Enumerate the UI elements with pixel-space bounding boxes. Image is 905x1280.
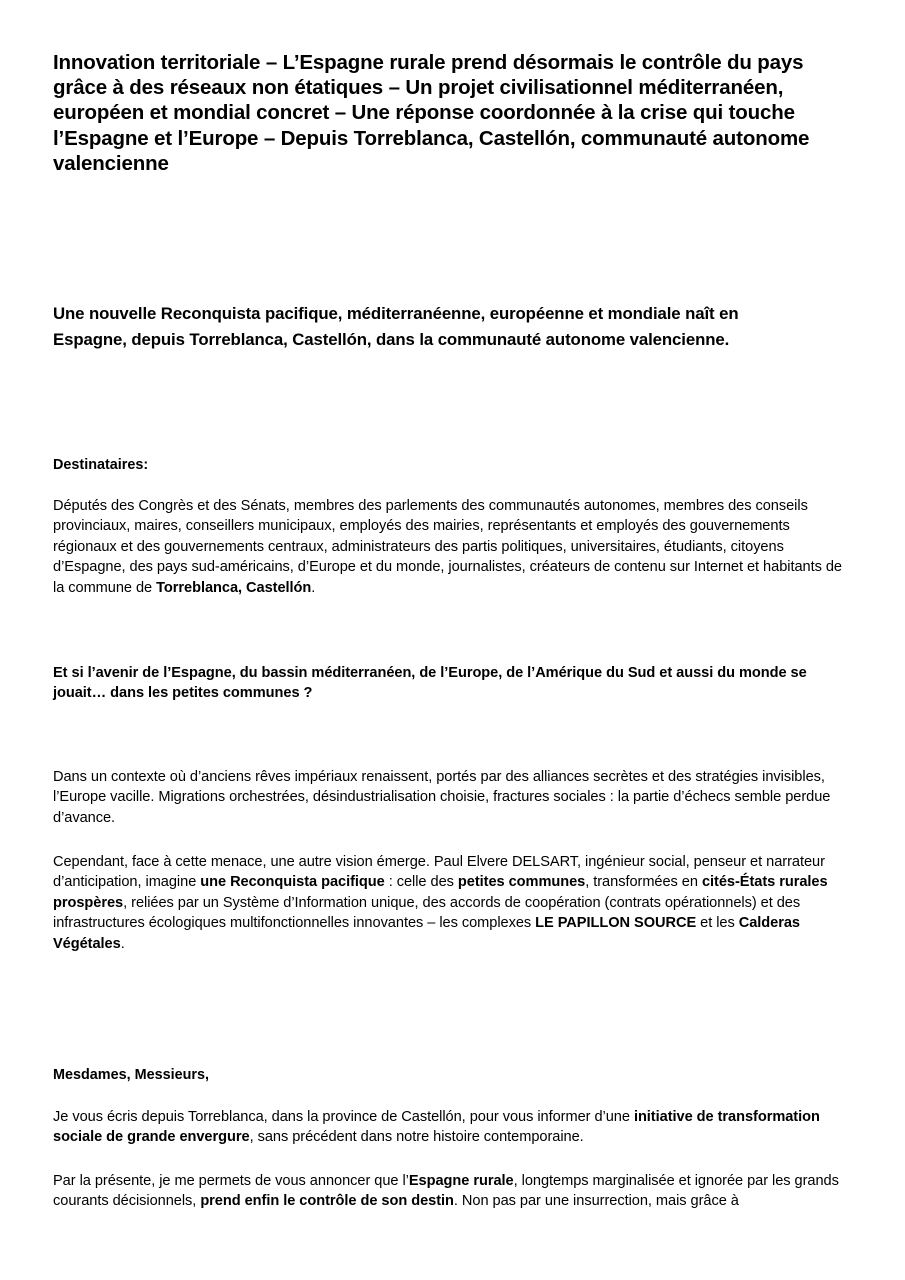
recipients-heading: Destinataires:: [53, 457, 149, 473]
announce-paragraph: [53, 1171, 853, 1212]
page-title: Innovation territoriale – L’Espagne rurale prend désormais le contrôle du pays grâce à des réseaux non étatiques – Un projet civilisationnel méditerranéen, européen et mondial concret – Une réponse coordonnée à la crise qui touche l’Espagne et l’Europe – Depuis Torreblanca, Castellón, communauté autonome valencienne: [53, 51, 810, 175]
question-paragraph: Et si l’avenir de l’Espagne, du bassin méditerranéen, de l’Europe, de l’Amérique du Sud et aussi du monde se jouait… dans les petites communes ?: [53, 665, 807, 702]
recipients-paragraph: [53, 496, 853, 598]
intro-seg-2: , sans précédent dans notre histoire contemporaine.: [249, 1129, 584, 1146]
vision-seg-5: et les: [696, 915, 739, 932]
vision-paragraph: [53, 852, 853, 954]
vision-bold-reconquista: une Reconquista pacifique: [200, 874, 385, 891]
vision-seg-4: , reliées par un Système d’Information unique, des accords de coopération (contrats opérationnels) et des infrastructures écologiques multifonctionnelles innovantes – les complexes: [53, 894, 801, 932]
announce-bold-controle-destin: prend enfin le contrôle de son destin: [200, 1193, 454, 1210]
vision-bold-communes: petites communes: [457, 874, 586, 891]
announce-seg-2: , longtemps marginalisée et ignorée par les grands courants décisionnels,: [53, 1173, 839, 1210]
vision-bold-calderas: Calderas Végétales: [53, 915, 801, 952]
recipients-text-tail: .: [311, 579, 316, 596]
intro-bold-initiative: initiative de transformation sociale de grande envergure: [53, 1109, 820, 1146]
announce-bold-espagne-rurale: Espagne rurale: [408, 1173, 514, 1189]
vision-seg-2: : celle des: [384, 874, 458, 891]
recipients-location: Torreblanca, Castellón: [156, 579, 312, 596]
intro-seg-1: Je vous écris depuis Torreblanca, dans la province de Castellón, pour vous informer d’une: [53, 1109, 634, 1125]
recipients-text-lead: Députés des Congrès et des Sénats, membres des parlements des communautés autonomes, membres des conseils provinciaux, maires, conseillers municipaux, employés des mairies, représentants et employés des gouvernements régionaux et des gouvernements centraux, administrateurs des partis politiques, universitaires, étudiants, citoyens d’Espagne, des pays sud-américains, d’Europe et du monde, journalistes, créateurs de contenu sur Internet et habitants de la commune de: [53, 498, 842, 596]
lead-paragraph: Une nouvelle Reconquista pacifique, méditerranéenne, européenne et mondiale naît en Espagne, depuis Torreblanca, Castellón, dans la communauté autonome valencienne.: [53, 304, 739, 349]
context-paragraph: Dans un contexte où d’anciens rêves impériaux renaissent, portés par des alliances secrètes et des stratégies invisibles, l’Europe vacille. Migrations orchestrées, désindustrialisation choisie, fractures sociales : la partie d’échecs semble perdue d’avance.: [53, 769, 831, 826]
announce-seg-1: Par la présente, je me permets de vous annoncer que l’: [53, 1173, 409, 1189]
salutation: Mesdames, Messieurs,: [53, 1067, 209, 1083]
vision-seg-6: .: [120, 935, 125, 952]
announce-seg-3: . Non pas par une insurrection, mais grâce à: [453, 1193, 739, 1210]
vision-bold-papillon-source: LE PAPILLON SOURCE: [535, 915, 697, 932]
vision-seg-1: Cependant, face à cette menace, une autre vision émerge. Paul Elvere DELSART, ingénieur social, penseur et narrateur d’anticipation, imagine: [53, 854, 825, 891]
vision-seg-3: , transformées en: [585, 874, 702, 891]
intro-paragraph: [53, 1107, 853, 1148]
vision-bold-cites-etats: cités-États rurales prospères: [53, 874, 828, 911]
